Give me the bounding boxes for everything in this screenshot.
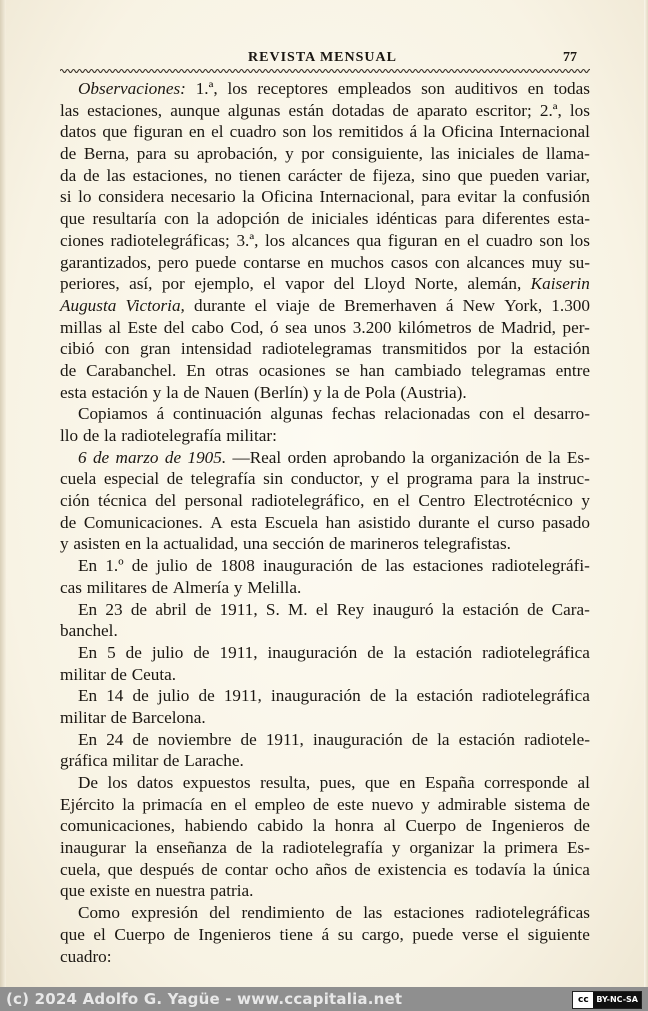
text-line: y asisten en la actualidad, una sección de marineros telegrafistas. [60, 534, 511, 554]
text-line: En 23 de abril de 1911, S. M. el Rey inauguró la estación de Cara- [78, 599, 590, 619]
text-line: de Berna, para su aprobación, y por consiguiente, las iniciales de llama- [60, 144, 590, 164]
text-line: En 5 de julio de 1911, inauguración de la estación radiotelegráfica [78, 642, 590, 662]
text-line: Ejército la primacía en el empleo de este nuevo y admirable sistema de [60, 794, 590, 814]
text-line: cuadro: [60, 946, 112, 966]
text-line: que el Cuerpo de Ingenieros tiene á su cargo, puede verse el siguiente [60, 924, 590, 944]
text-line: 6 de marzo de 1905. —Real orden aprobando la organización de la Es- [78, 447, 590, 467]
copyright-bar [0, 987, 648, 1011]
cc-icon: cc [573, 992, 593, 1008]
text-line: banchel. [60, 621, 118, 641]
text-line: las estaciones, aunque algunas están dotadas de aparato escritor; 2.ª, los [60, 100, 590, 120]
text-line: comunicaciones, habiendo cabido la honra al Cuerpo de Ingenieros de [60, 816, 590, 836]
text-line: militar de Barcelona. [60, 707, 206, 727]
text-line: gráfica militar de Larache. [60, 751, 244, 771]
text-line: garantizados, pero puede contarse en muchos casos con alcances muy su- [60, 252, 590, 272]
text-line: cuela, que después de contar ocho años de existencia es todavía la única [60, 859, 590, 879]
text-line: datos que figuran en el cuadro son los remitidos á la Oficina Internacional [60, 122, 590, 142]
text-line: Augusta Victoria, durante el viaje de Bremerhaven á New York, 1.300 [60, 295, 590, 315]
text-line: militar de Ceuta. [60, 664, 177, 684]
decorative-wavy-rule [60, 67, 590, 75]
license-label: BY-NC-SA [593, 992, 641, 1008]
text-line: esta estación y la de Nauen (Berlín) y la de Pola (Austria). [60, 382, 467, 402]
page-number: 77 [563, 50, 577, 65]
text-line: cuela especial de telegrafía sin conductor, y el programa para la instruc- [60, 469, 590, 489]
text-line: cibió con gran intensidad radiotelegramas transmitidos por la estación [60, 339, 590, 359]
text-line: que existe en nuestra patria. [60, 881, 254, 901]
text-line: de Comunicaciones. A esta Escuela han asistido durante el curso pasado [60, 512, 590, 532]
text-line: si lo considera necesario la Oficina Internacional, para evitar la confusión [60, 187, 590, 207]
text-line: En 24 de noviembre de 1911, inauguración de la estación radiotele- [78, 729, 590, 749]
journal-title: REVISTA MENSUAL [248, 50, 397, 65]
text-line: ción técnica del personal radiotelegráfico, en el Centro Electrotécnico y [60, 491, 590, 511]
text-line: llo de la radiotelegrafía militar: [60, 426, 277, 445]
text-line: cas militares de Almería y Melilla. [60, 577, 302, 597]
text-line: millas al Este del cabo Cod, ó sea unos 3.200 kilómetros de Madrid, per- [60, 317, 590, 337]
text-line: En 14 de julio de 1911, inauguración de la estación radiotelegráfica [78, 686, 590, 706]
cc-license-badge[interactable] [572, 991, 642, 1009]
body-text [60, 78, 590, 967]
text-line: En 1.º de julio de 1808 inauguración de las estaciones radiotelegráfi- [78, 556, 590, 576]
page-edge-right [644, 0, 648, 1011]
text-line: de Carabanchel. En otras ocasiones se han cambiado telegramas entre [60, 360, 590, 380]
page-edge-left [0, 0, 6, 1011]
text-line: inaugurar la enseñanza de la radiotelegrafía y organizar la primera Es- [60, 838, 590, 858]
text-line: ciones radiotelegráficas; 3.ª, los alcances qua figuran en el cuadro son los [60, 230, 590, 250]
text-line: De los datos expuestos resulta, pues, que en España corresponde al [78, 773, 590, 792]
text-line: periores, así, por ejemplo, el vapor del Lloyd Norte, alemán, Kaiserin [60, 274, 590, 294]
text-line: que resultaría con la adopción de iniciales idénticas para diferentes esta- [60, 209, 590, 229]
text-line: Como expresión del rendimiento de las estaciones radiotelegráficas [78, 903, 590, 923]
text-line: Copiamos á continuación algunas fechas relacionadas con el desarro- [78, 404, 590, 424]
running-header [60, 50, 585, 68]
copyright-credit: (c) 2024 Adolfo G. Yagüe - www.ccapitalia.net [6, 990, 403, 1008]
text-line: Observaciones: 1.ª, los receptores empleados son auditivos en todas [78, 79, 590, 98]
text-line: da de las estaciones, no tienen carácter de fijeza, sino que pueden variar, [60, 165, 590, 185]
